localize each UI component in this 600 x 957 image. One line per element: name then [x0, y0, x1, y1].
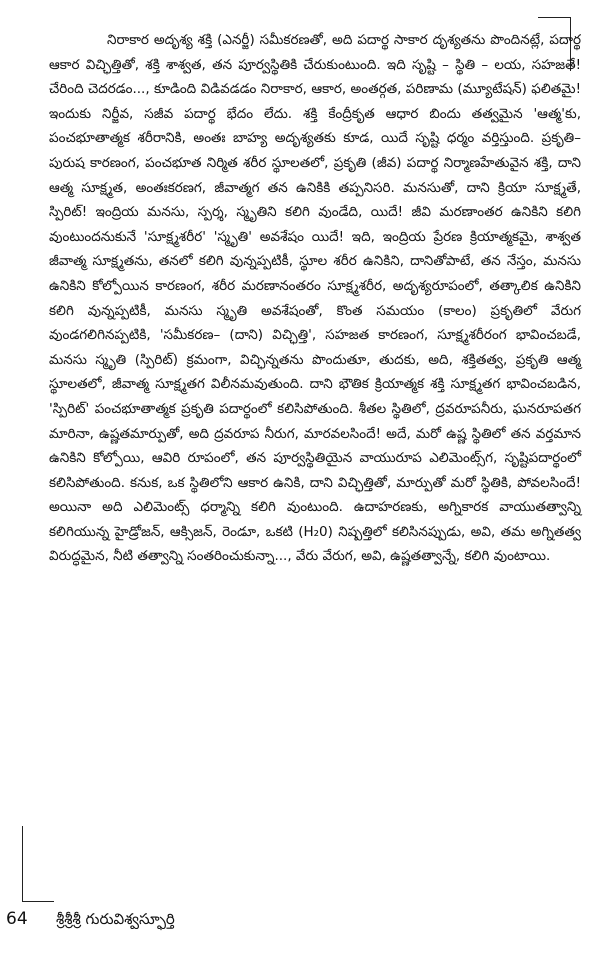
body-text — [49, 28, 581, 569]
body-paragraph: నిరాకార అదృశ్య శక్తి (ఎనర్జీ) సమీకరణతో, అది పదార్థ సాకార దృశ్యతను పొందినట్లే, పదార్థ ఆకార విచ్ఛిత్తితో, శక్తి శాశ్వత, తన పూర్వస్థితికి చేరుకుంటుంది. ఇది సృష్టి – స్థితి – లయ, సహజతే! చేరింది చెదరడం..., కూడింది విడివడడం నిరాకార, ఆకార, అంతర్గత, పరిణామ (మ్యూటేషన్) ఫలితమై! ఇందుకు నిర్జీవ, సజీవ పదార్థ భేదం లేదు. శక్తి కేంద్రీకృత ఆధార బిందు తత్వమైన 'ఆత్మ'కు, పంచభూతాత్మక శరీరానికి, అంతః బాహ్య అదృశ్యతకు కూడ, యిదే సృష్టి ధర్మం వర్తిస్తుంది. ప్రకృతి–పురుష కారణంగ, పంచభూత నిర్మిత శరీర స్థూలతలో, ప్రకృతి (జీవ) పదార్థ నిర్మాణహేతువైన శక్తి, దాని ఆత్మ సూక్ష్మత, అంతఃకరణగ, జీవాత్మగ తన ఉనికికి తప్పనిసరి. మనసుతో, దాని క్రియా సూక్ష్మతే, స్పిరిట్! ఇంద్రియ మనసు, స్పర్శ, స్మృతిని కలిగి వుండేది, యిదే! జీవి మరణాంతర ఉనికిని కలిగి వుంటుందనుకునే 'సూక్ష్మశరీర' 'స్మృతి' అవశేషం యిదే! ఇది, ఇంద్రియ ప్రేరణ క్రియాత్మకమై, శాశ్వత జీవాత్మ సూక్ష్మతను, తనలో కలిగి వున్నప్పటికీ, స్థూల శరీర ఉనికిని, దానితోపాటే, తన నేస్తం, మనసు ఉనికిని కోల్పోయిన కారణంగ, శరీర మరణానంతరం సూక్ష్మశరీర, అదృశ్యరూపంలో, తత్కాలిక ఉనికిని కలిగి వున్నప్పటికీ, మనసు స్మృతి అవశేషంతో, కొంత సమయం (కాలం) ప్రకృతిలో వేరుగ వుండగలిగినప్పటికి, 'సమీకరణ– (దాని) విచ్ఛిత్తి', సహజత కారణంగ, సూక్ష్మశరీరంగ భావించబడే, మనసు స్మృతి (స్పిరిట్) క్రమంగా, విచ్ఛిన్నతను పొందుతూ, తుదకు, అది, శక్తితత్వ, ప్రకృతి ఆత్మ స్థూలతలో, జీవాత్మ సూక్ష్మతగ విలీనమవుతుంది. దాని భౌతిక క్రియాత్మక శక్తి సూక్ష్మతగ భావించబడిన, 'స్పిరిట్' పంచభూతాత్మక ప్రకృతి పదార్థంలో కలిసిపోతుంది. శీతల స్థితిలో, ద్రవరూపనీరు, ఘనరూపతగ మారినా, ఉష్ణతమార్పుతో, అది ద్రవరూప నీరుగ, మారవలసిందే! అదే, మరో ఉష్ణ స్థితిలో తన వర్తమాన ఉనికిని కోల్పోయి, ఆవిరి రూపంలో, తన పూర్వస్థితియైన వాయురూప ఎలిమెంట్స్‌గ, సృష్టిపదార్థంలో కలిసిపోతుంది. కనుక, ఒక స్థితిలోని ఆకార ఉనికి, దాని విచ్ఛిత్తితో, మార్పుతో మరో స్థితికి, పోవలసిందే! అయినా అది ఎలిమెంట్స్ ధర్మాన్ని కలిగి వుంటుంది. ఉదాహరణకు, అగ్నికారక వాయుతత్వాన్ని కలిగియున్న హైడ్రోజన్, ఆక్సిజన్, రెండూ, ఒకటి (H₂0) నిష్పత్తిలో కలిసినప్పుడు, అవి, తమ అగ్నితత్వ విరుద్ధమైన, నీటి తత్వాన్ని సంతరించుకున్నా..., వేరు వేరుగ, అవి, ఉష్ణతత్వాన్నే, కలిగి వుంటాయి. — [49, 32, 581, 565]
footer-rule-vertical — [22, 826, 23, 902]
footer-rule-horizontal — [22, 901, 54, 902]
running-title: శ్రీశ్రీశ్రీ గురువిశ్వస్ఫూర్తి — [56, 910, 175, 928]
top-right-corner-rule-horizontal — [538, 17, 570, 18]
page-number: 64 — [6, 909, 28, 929]
